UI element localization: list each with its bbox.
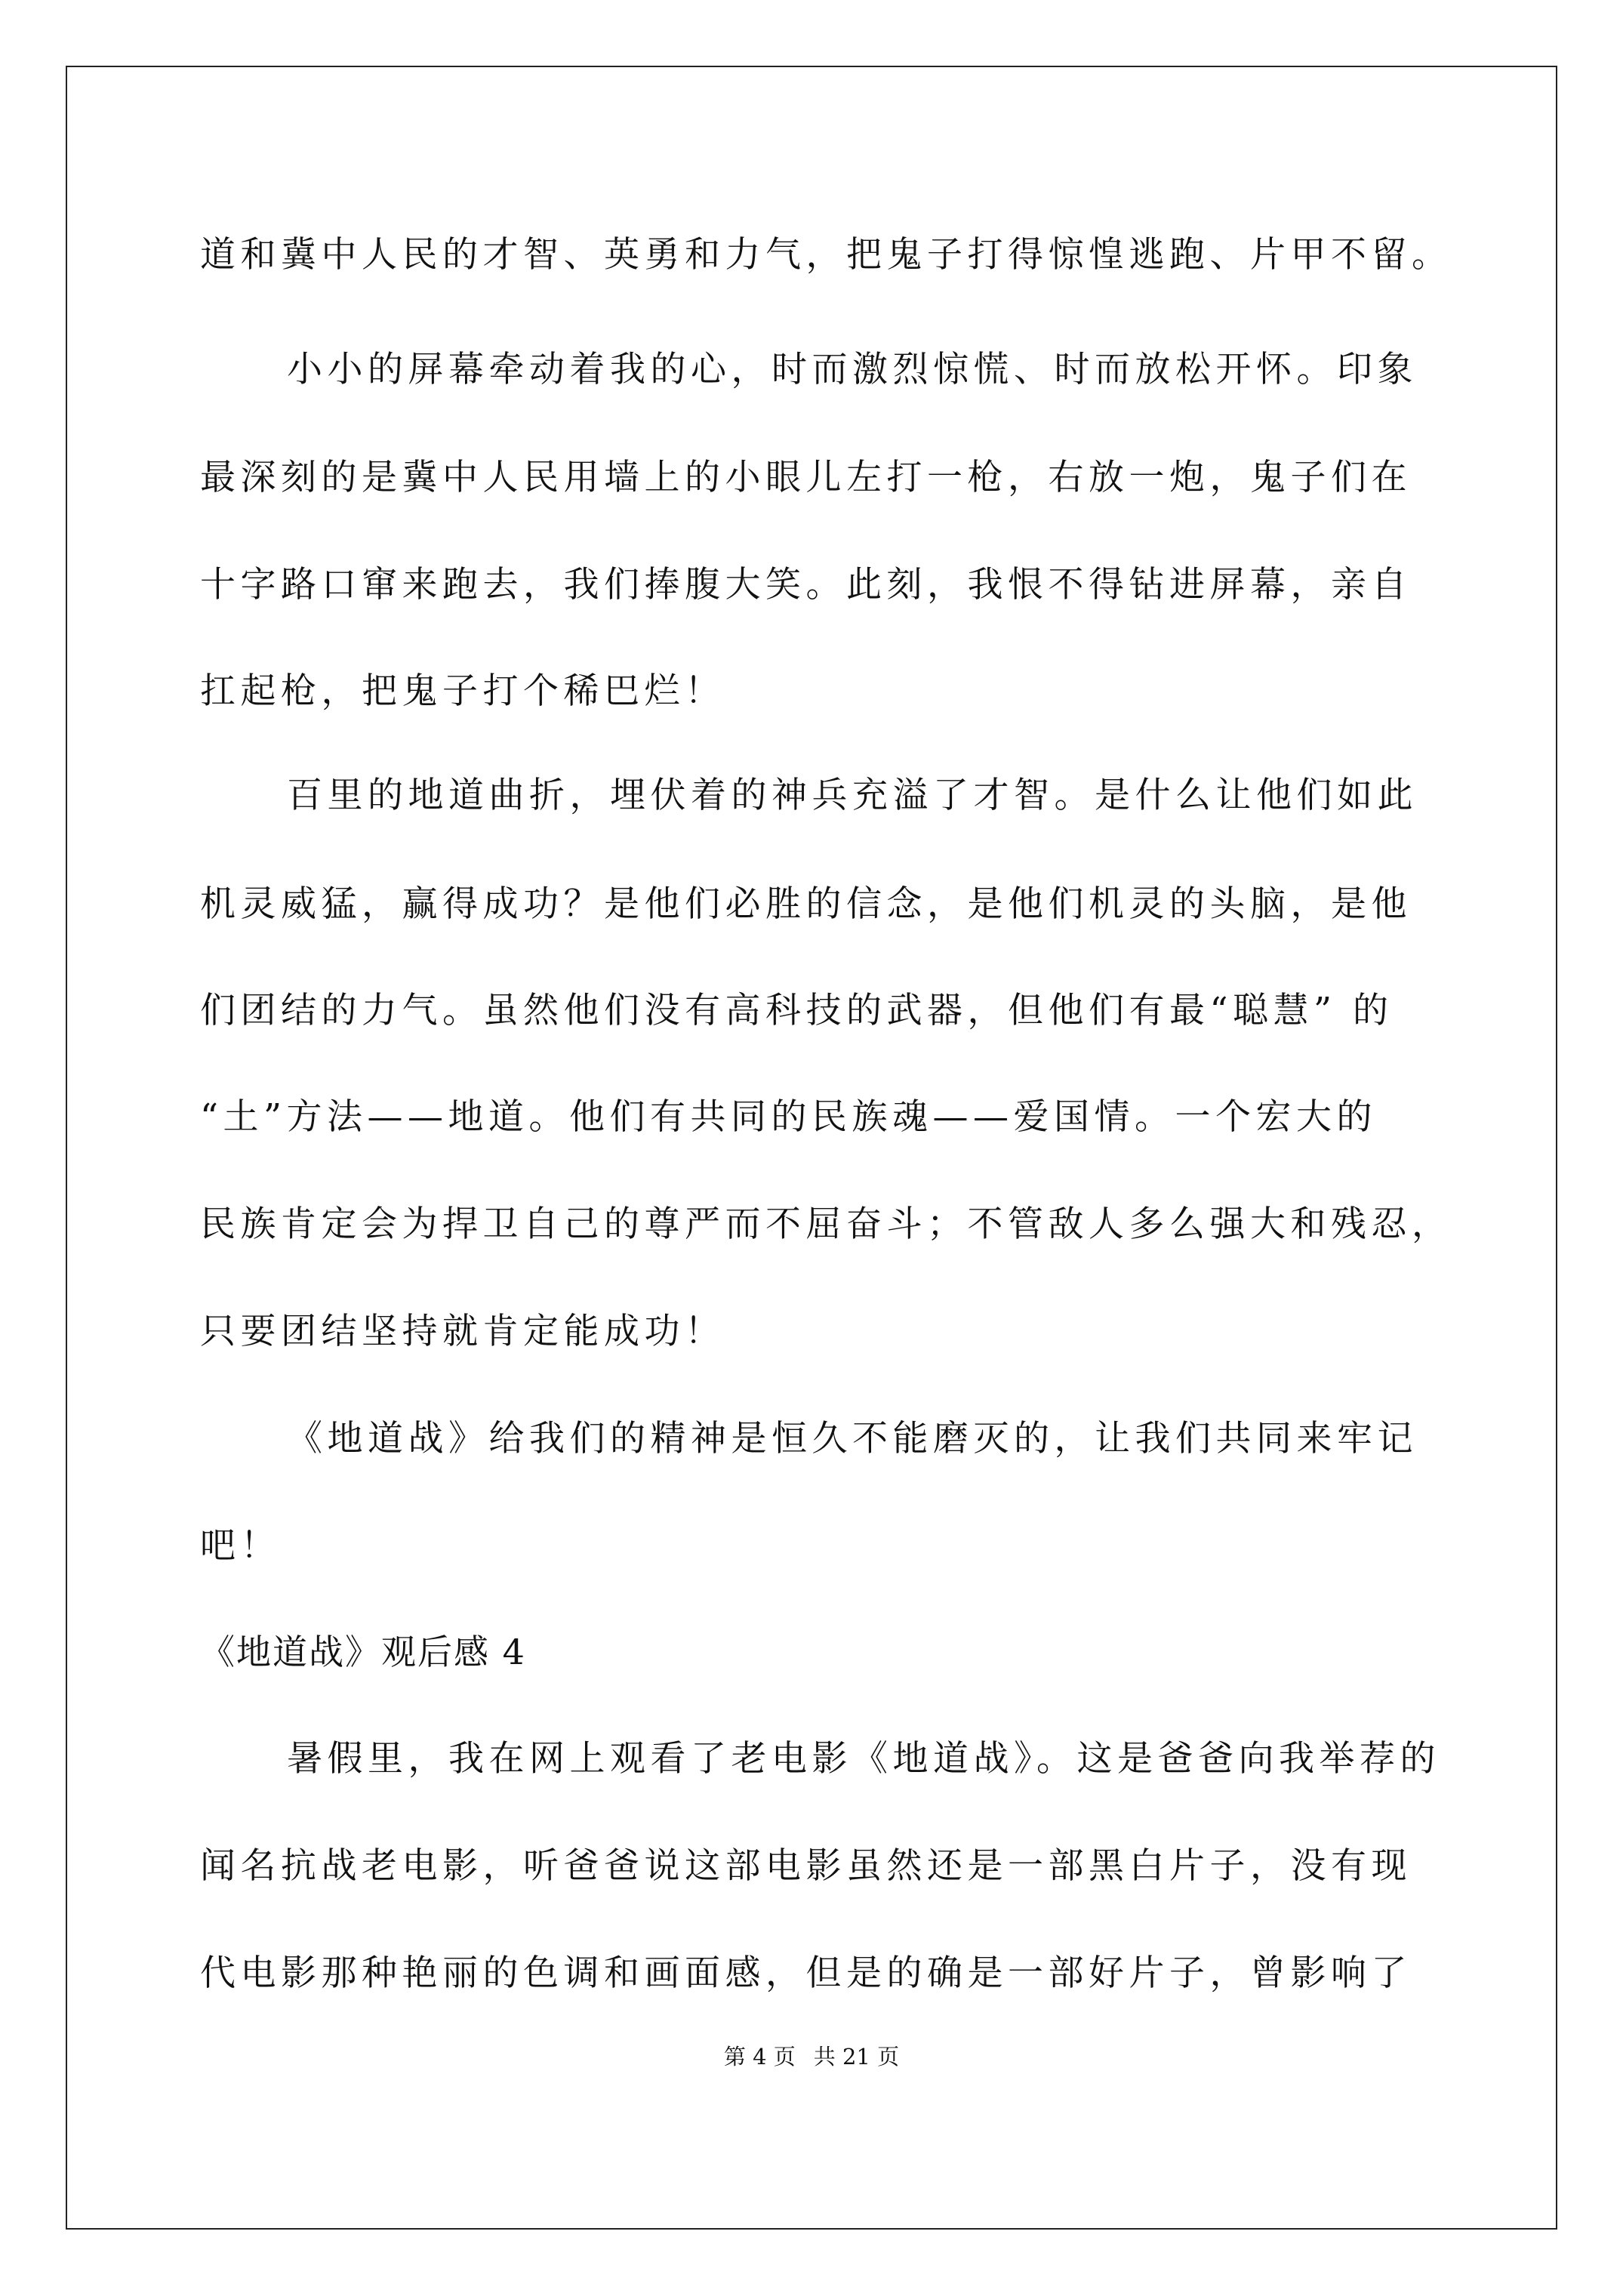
paragraph-line: 十字路口窜来跑去，我们捧腹大笑。此刻，我恨不得钻进屏幕，亲自 — [200, 564, 1412, 606]
paragraph-line: 吧！ — [200, 1525, 281, 1567]
paragraph-line: 最深刻的是冀中人民用墙上的小眼儿左打一枪，右放一炮，鬼子们在 — [200, 457, 1412, 498]
paragraph-line: 闻名抗战老电影，听爸爸说这部电影虽然还是一部黑白片子，没有现 — [200, 1845, 1412, 1887]
paragraph-line: 们团结的力气。虽然他们没有高科技的武器，但他们有最“聪慧” 的 — [200, 990, 1394, 1031]
paragraph-line: 百里的地道曲折，埋伏着的神兵充溢了才智。是什么让他们如此 — [287, 775, 1418, 816]
section-heading: 《地道战》观后感 4 — [200, 1632, 526, 1672]
paragraph-line: 代电影那种艳丽的色调和画面感，但是的确是一部好片子，曾影响了 — [200, 1952, 1412, 1994]
page-number: 第 4 页 — [723, 2044, 796, 2069]
paragraph-line: “土”方法——地道。他们有共同的民族魂——爱国情。一个宏大的 — [200, 1096, 1378, 1138]
paragraph-line: 扛起枪，把鬼子打个稀巴烂！ — [200, 670, 725, 712]
page-total: 共 21 页 — [813, 2044, 900, 2069]
paragraph-line: 《地道战》给我们的精神是恒久不能磨灭的，让我们共同来牢记 — [287, 1418, 1418, 1459]
paragraph-line: 道和冀中人民的才智、英勇和力气，把鬼子打得惊惶逃跑、片甲不留。 — [200, 234, 1452, 276]
page-footer — [0, 2040, 1623, 2071]
paragraph-line: 民族肯定会为捍卫自己的尊严而不屈奋斗；不管敌人多么强大和残忍， — [200, 1203, 1452, 1245]
paragraph-line: 只要团结坚持就肯定能成功！ — [200, 1311, 725, 1352]
paragraph-line: 机灵威猛，赢得成功？是他们必胜的信念，是他们机灵的头脑，是他 — [200, 883, 1412, 925]
paragraph-line: 小小的屏幕牵动着我的心，时而激烈惊慌、时而放松开怀。印象 — [287, 349, 1418, 390]
paragraph-line: 暑假里，我在网上观看了老电影《地道战》。这是爸爸向我举荐的 — [287, 1738, 1440, 1780]
